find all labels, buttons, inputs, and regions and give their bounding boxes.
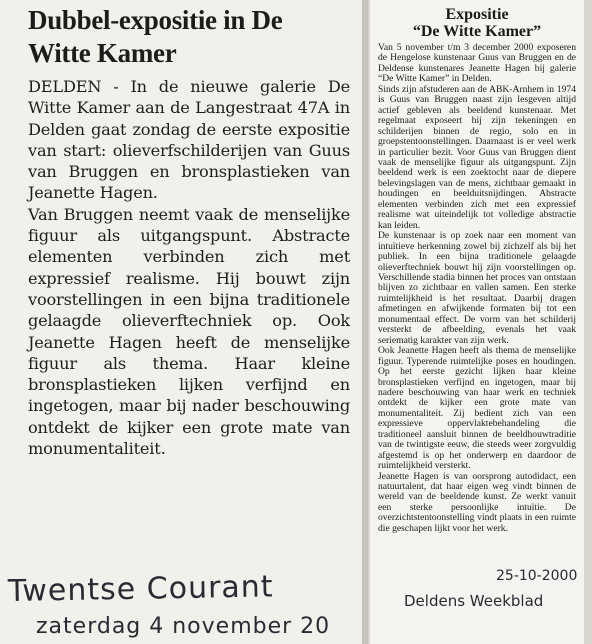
left-paragraph-2: Van Bruggen neemt vaak de menselijke figuur als uitgangspunt. Abstracte elementen verbinden zich met expressief realisme. Hij bouwt zijn voorstellingen in een bijna traditionele gelaagde olieverftechniek op. Ook Jeanette Hagen heeft de menselijke figuur als thema. Haar kleine bronsplastieken lijken verfijnd en ingetogen, maar bij nader beschouwing ontdekt de kijker een grote mate van monumentaliteit. [28,204,350,459]
right-article-body [378,43,576,534]
right-paragraph-1: Van 5 november t/m 3 december 2000 exposeren de Hengelose kunstenaar Guus van Bruggen en de Deldense kunstenares Jeanette Hagen bij galerie “De Witte Kamer” in Delden. [378,42,576,85]
right-paragraph-5: Jeanette Hagen is van oorsprong autodidact, een natuurtalent, dat haar eigen weg vindt binnen de wereld van de beeldende kunst. Ze werkt vanuit een sterke persoonlijke intuïtie. De overzichtstentoonstelling vindt plaats in een ruimte die geschapen lijkt voor het werk. [378,470,576,534]
right-newspaper-clipping [370,0,584,644]
right-title-line-1: Expositie [445,6,509,23]
right-title [378,6,576,40]
right-paragraph-2: Sinds zijn afstuderen aan de ABK-Arnhem in 1974 is Guus van Bruggen naast zijn lesgeven altijd actief gebleven als beeldend kunstenaar. Met regelmaat exposeert hij zijn tekeningen en schilderijen binnen de regio, solo en in groepstentoonstellingen. Daarnaast is er veel werk in particulier bezit. Voor Guus van Bruggen dient vaak de menselijke figuur als uitgangspunt. Zijn beeldend werk is een zoektocht naar de diepere belevingslagen van de mens, zichtbaar gemaakt in houdingen en beelduitsnijdingen. Abstracte elementen verbinden zich met een expressief realisme wat uiteindelijk tot volledige abstractie kan leiden. [378,83,576,231]
right-title-line-2: “De Witte Kamer” [412,23,542,40]
handwritten-source-right: Deldens Weekblad [404,592,544,610]
left-paragraph-1: DELDEN - In de nieuwe galerie De Witte Kamer aan de Langestraat 47A in Delden gaat zondag de eerste expositie van start: olieverfschilderijen van Guus van Bruggen en bronsplastieken van Jeanette Hagen. [28,77,350,203]
left-headline: Dubbel-expositie in De Witte Kamer [28,5,283,68]
handwritten-source-left: Twentse Courant [7,569,274,609]
clipping-divider [362,0,368,644]
right-paragraph-3: De kunstenaar is op zoek naar een moment van intuïtieve herkenning zowel bij zichzelf als bij het publiek. In een bijna traditionele gelaagde olieverftechniek bouwt hij zijn voorstellingen op. Verschillende stadia binnen het proces van ontstaan blijven zo zichtbaar en vallen samen. Een sterke ruimtelijkheid is het resultaat. Daarbij dragen afmetingen en afwijkende formaten bij tot een monumentaal effect. De vorm van het schilderij versterkt de afbeelding, evenals het vaak seriematig karakter van zijn werk. [378,230,576,346]
handwritten-date-right: 25-10-2000 [496,568,578,584]
right-paragraph-4: Ook Jeanette Hagen heeft als thema de menselijke figuur. Typerende ruimtelijke poses en houdingen. Op het eerste gezicht lijken haar kleine bronsplastieken verfijnd en ingetogen, maar bij nadere beschouwing van haar werk en techniek ontdekt de kijker een grote mate van monumentaliteit. Zij bedient zich van een expressieve oppervlaktebehandeling die traditioneel aansluit binnen de beeldhouwtraditie van de twintigste eeuw, die steeds weer zorgvuldig afgestemd is op het onderwerp en daardoor de ruimtelijkheid versterkt. [378,345,576,472]
left-article-body [28,76,350,459]
handwritten-date-left: zaterdag 4 november 20 [36,614,331,639]
